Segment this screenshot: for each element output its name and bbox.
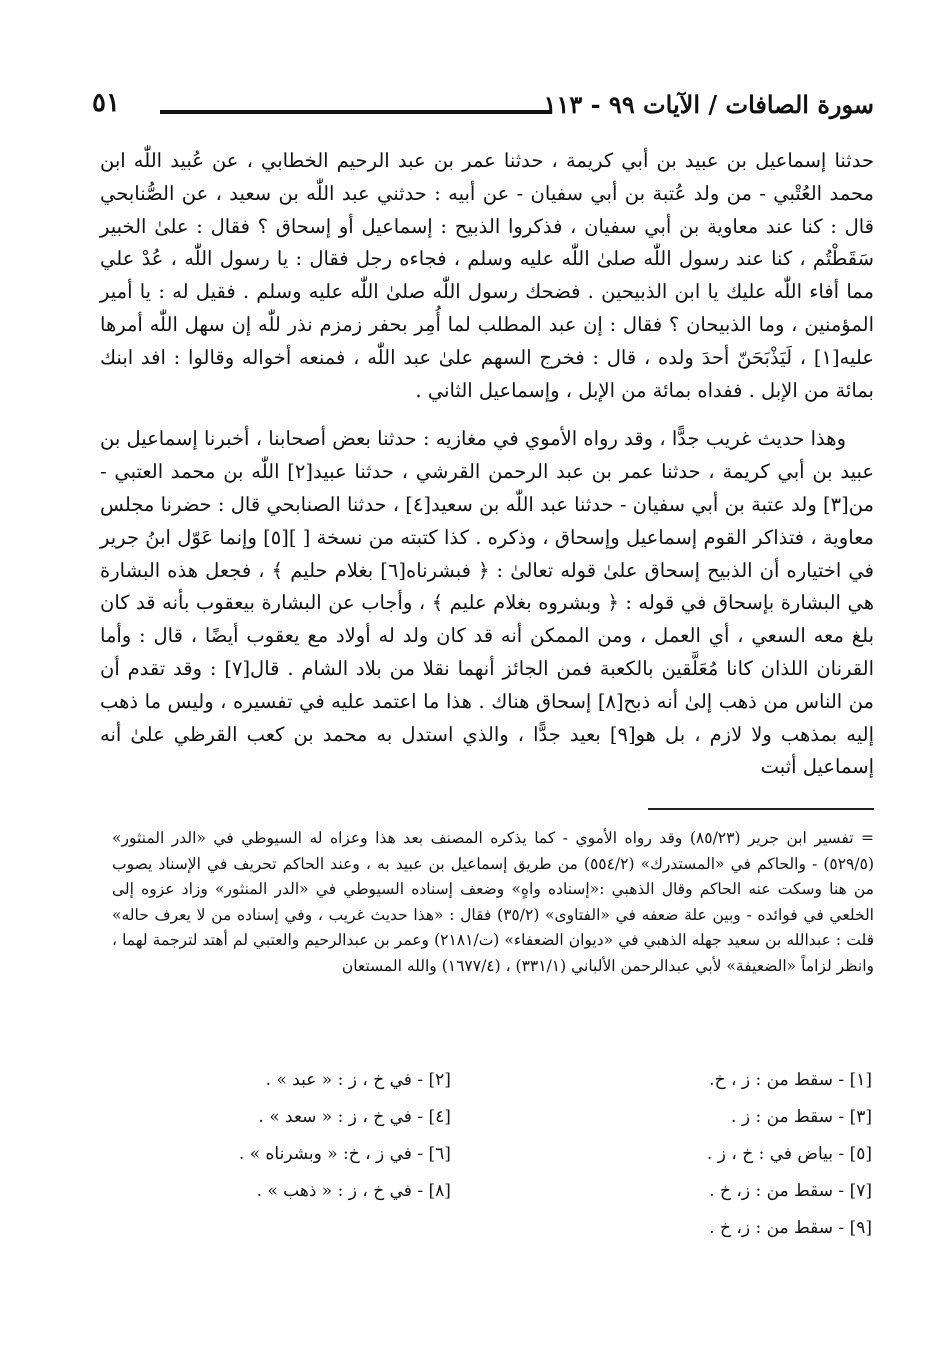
paragraph-2: وهذا حديث غريب جدًّا ، وقد رواه الأموي في مغازيه : حدثنا بعض أصحابنا ، أخبرنا إسماعيل بن عبيد بن أبي كريمة ، حدثنا عمر بن عبد الرحمن القرشي ، حدثنا عبيد[٢] اللّٰه بن محمد العتبي - من[٣] ولد عتبة بن أبي سفيان - حدثنا عبد اللّٰه بن سعيد[٤] ، حدثنا الصنابحي قال : حضرنا مجلس معاوية ، فتذاكر القوم إسماعيل وإسحاق ، وذكره . كذا كتبته من نسخة [ ][٥] وإنما عَوّل ابنُ جرير في اختياره أن الذبيح إسحاق علىٰ قوله تعالىٰ : ﴿ فبشرناه[٦] بغلام حليم ﴾ ، فجعل هذه البشارة هي البشارة بإسحاق في قوله : ﴿ وبشروه بغلام عليم ﴾ ، وأجاب عن البشارة بيعقوب بأنه قد كان بلغ معه السعي ، أي العمل ، ومن الممكن أنه قد كان ولد له أولاد مع يعقوب أيضًا ، قال : وأما القرنان اللذان كانا مُعَلَّقين بالكعبة فمن الجائز أنهما نقلا من بلاد الشام . قال[٧] : وقد تقدم أن من الناس من ذهب إلىٰ أنه ذبح[٨] إسحاق هناك . هذا ما اعتمد عليه في تفسيره ، وليس ما ذهب إليه بمذهب ولا لازم ، بل هو[٩] بعيد جدًّا ، والذي استدل به محمد بن كعب القرظي علىٰ أنه إسماعيل أثبت — [100, 427, 875, 779]
variant-note: [٣] - سقط من : ز . — [731, 1107, 872, 1127]
variant-note: [٧] - سقط من : ز، خ . — [709, 1181, 872, 1201]
page-header — [92, 88, 874, 128]
variant-note: [٦] - في ز ، خ: « وبشرناه » . — [238, 1144, 451, 1164]
header-rule — [160, 110, 552, 114]
footnote-separator — [648, 808, 874, 810]
variant-note: [٤] - في خ ، ز : « سعد » . — [258, 1107, 451, 1127]
variant-note: [٨] - في خ ، ز : « ذهب » . — [256, 1181, 451, 1201]
footnote-text: = تفسير ابن جرير (٨٥/٢٣) وقد رواه الأموي - كما يذكره المصنف بعد هذا وعزاه له السيوطي في «الدر المنثور» (٥٢٩/٥) - والحاكم في «المستدرك» (٥٥٤/٢) من طريق إسماعيل بن عبيد به ، وعند الحاكم تحريف في الإسناد يصوب من هنا وسكت عنه الحاكم وقال الذهبي :«إسناده واهٍ» وضعف إسناده السيوطي في «الدر المنثور» وزاد عزوه إلى الخلعي في فوائده - وبين علة ضعفه في «الفتاوى» (٣٥/٢) فقال : «هذا حديث غريب ، وفي إسناده من لا يعرف حاله» قلت : عبدالله بن سعيد جهله الذهبي في «ديوان الضعفاء» (ت/٢١٨١) وعمر بن عبدالرحيم والعتبي لم أهتد لترجمة لهما ، وانظر لزاماً «الضعيفة» لأبي عبدالرحمن الألباني (٣٣١/١) ، (١٦٧٧/٤) والله المستعان — [112, 829, 874, 975]
variant-note: [٩] - سقط من : ز، خ . — [709, 1218, 872, 1238]
variant-notes-right-column — [511, 1062, 872, 1247]
variant-note: [١] - سقط من : ز ، خ. — [709, 1070, 872, 1090]
paragraph-1: حدثنا إسماعيل بن عبيد بن أبي كريمة ، حدثنا عمر بن عبد الرحيم الخطابي ، عن عُبيد اللّٰه ابن محمد العُتْبي - من ولد عُتبة بن أبي سفيان - عن أبيه : حدثني عبد اللّٰه بن سعيد ، عن الصُّنابحي قال : كنا عند معاوية بن أبي سفيان ، فذكروا الذبيح : إسماعيل أو إسحاق ؟ فقال : علىٰ الخبير سَقَطْتُم ، كنا عند رسول اللّٰه صلىٰ اللّٰه عليه وسلم ، فجاءه رجل فقال : يا رسول اللّٰه ، عُدْ علي مما أفاء اللّٰه عليك يا ابن الذبيحين . فضحك رسول اللّٰه صلىٰ اللّٰه عليه وسلم . فقيل له : يا أمير المؤمنين ، وما الذبيحان ؟ فقال : إن عبد المطلب لما أُمِر بحفر زمزم نذر للّٰه إن سهل اللّٰه أمرها عليه[١] ، لَيَذْبَحَنّ أحدَ ولده ، قال : فخرج السهم علىٰ عبد اللّٰه ، فمنعه أخواله وقالوا : افد ابنك بمائة من الإبل . ففداه بمائة من الإبل ، وإسماعيل الثاني . — [100, 149, 875, 402]
running-title: سورة الصافات / الآيات ٩٩ - ١١٣ — [543, 90, 874, 119]
page-number: ٥١ — [92, 88, 120, 118]
variant-note: [٢] - في خ ، ز : « عبد » . — [265, 1070, 451, 1090]
main-text — [100, 145, 874, 784]
variant-notes-left-column — [90, 1062, 451, 1210]
variant-note: [٥] - بياض في : خ ، ز . — [706, 1144, 872, 1164]
